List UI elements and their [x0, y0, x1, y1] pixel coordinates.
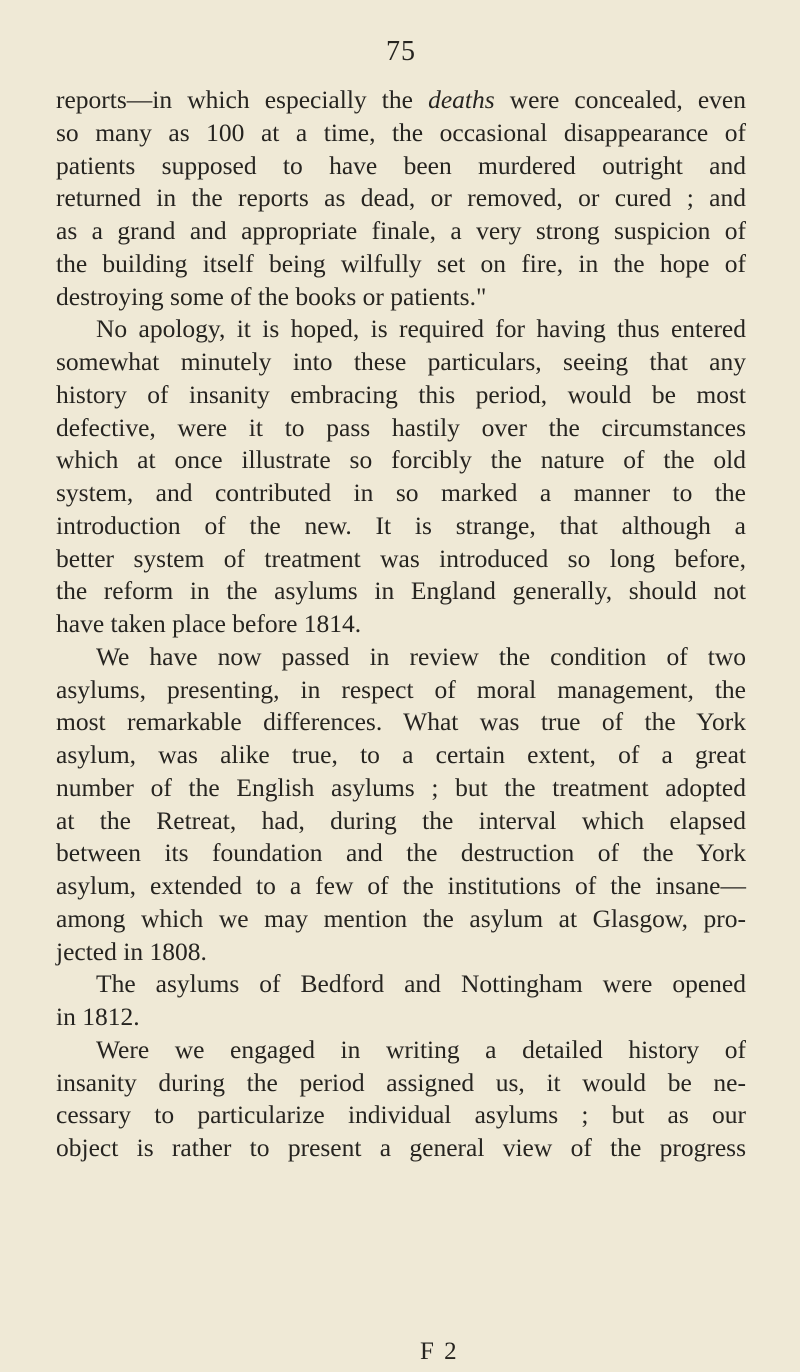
page-number: 75 — [386, 36, 416, 67]
text-line: most remarkable differences. What was true of the York — [56, 707, 746, 737]
text-line: cessary to particularize individual asylums ; but as our — [56, 1100, 746, 1130]
text-line: so many as 100 at a time, the occasional disappearance of — [56, 117, 746, 147]
text-line: insanity during the period assigned us, it would be ne- — [56, 1067, 746, 1097]
text-line: destroying some of the books or patients." — [56, 281, 487, 311]
text-line: history of insanity embracing this period, would be most — [56, 379, 746, 409]
text-line: better system of treatment was introduced so long before, — [56, 543, 746, 573]
text-line: asylum, extended to a few of the institutions of the insane— — [56, 871, 746, 900]
text-line: somewhat minutely into these particulars, seeing that any — [56, 347, 746, 376]
signature-mark: F 2 — [420, 1338, 459, 1365]
text-line: system, and contributed in so marked a manner to the — [56, 478, 746, 507]
text-run: were concealed, even — [494, 85, 746, 114]
text-line: returned in the reports as dead, or removed, or cured ; and — [56, 183, 746, 213]
text-line: asylums, presenting, in respect of moral management, the — [56, 674, 746, 704]
text-line — [56, 84, 746, 117]
emphasized-word: deaths — [428, 85, 495, 114]
text-line: We have now passed in review the condition of two — [96, 641, 746, 671]
text-line: Were we engaged in writing a detailed history of — [96, 1034, 746, 1064]
text-run: reports—in which especially the — [56, 85, 429, 114]
text-line: number of the English asylums ; but the treatment adopted — [56, 772, 746, 802]
text-line: object is rather to present a general view of the progress — [56, 1133, 746, 1162]
text-line: have taken place before 1814. — [56, 609, 362, 638]
text-line: at the Retreat, had, during the interval which elapsed — [56, 805, 746, 835]
text-line: the building itself being wilfully set on fire, in the hope of — [56, 248, 746, 278]
text-line: which at once illustrate so forcibly the nature of the old — [56, 445, 746, 475]
text-line: asylum, was alike true, to a certain extent, of a great — [56, 740, 746, 769]
body-text — [56, 84, 746, 1165]
text-line: patients supposed to have been murdered outright and — [56, 150, 746, 180]
text-line: as a grand and appropriate finale, a very strong suspicion of — [56, 216, 746, 245]
book-page — [56, 0, 746, 1372]
text-line: in 1812. — [56, 1002, 140, 1031]
text-line: between its foundation and the destruction of the York — [56, 838, 746, 868]
text-line: introduction of the new. It is strange, that although a — [56, 510, 746, 540]
text-line: among which we may mention the asylum at Glasgow, pro- — [56, 903, 746, 933]
text-line: defective, were it to pass hastily over the circumstances — [56, 412, 746, 442]
text-line: jected in 1808. — [56, 936, 207, 966]
text-line: No apology, it is hoped, is required for having thus entered — [96, 314, 746, 344]
text-line: The asylums of Bedford and Nottingham were opened — [96, 969, 746, 999]
text-line: the reform in the asylums in England generally, should not — [56, 576, 746, 606]
